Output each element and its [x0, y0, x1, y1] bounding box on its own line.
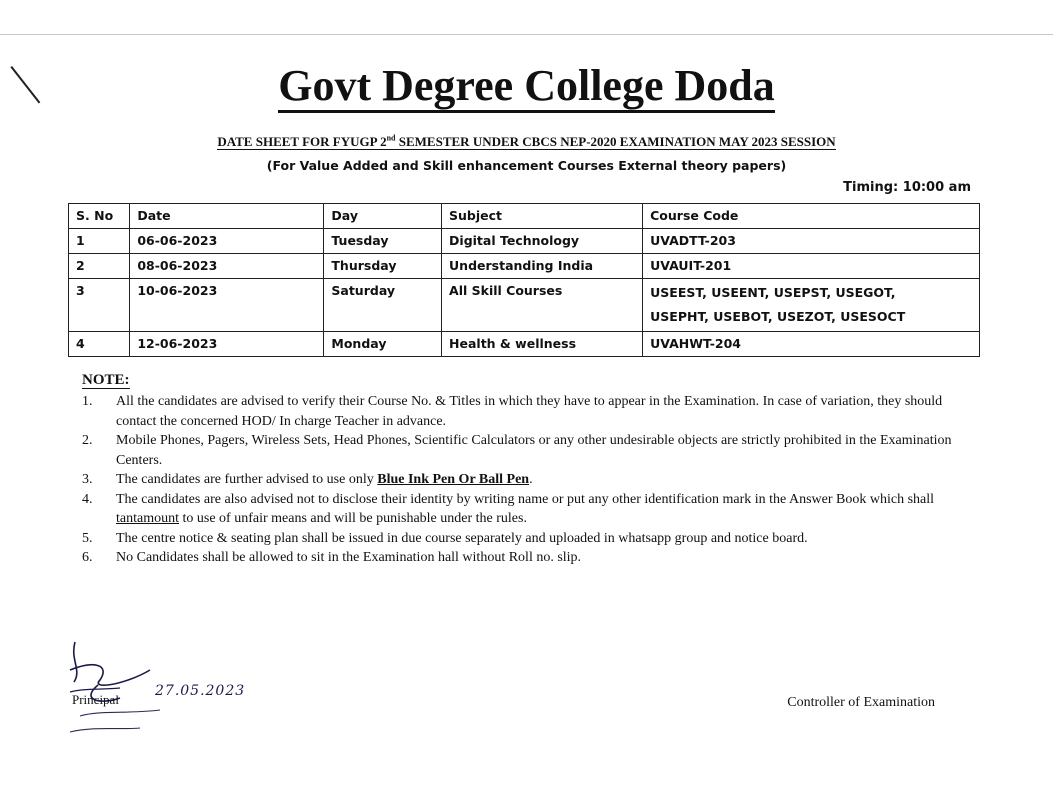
cell-course-code: UVADTT-203 — [643, 229, 980, 254]
principal-label: Principal — [72, 692, 119, 707]
note-number: 3. — [82, 472, 93, 487]
cell-course-code: UVAHWT-204 — [643, 332, 980, 357]
header-sno: S. No — [69, 204, 130, 229]
note-text: All the candidates are advised to verify their Course No. & Titles in which they have to appear in the Examination. In case of variation, they should contact the concerned HOD/ In charge Teacher in advance. — [116, 394, 943, 429]
exam-timing: Timing: 10:00 am — [843, 180, 971, 195]
college-title: Govt Degree College Doda — [0, 60, 1053, 111]
table-header-row — [69, 204, 980, 229]
note-text: Mobile Phones, Pagers, Wireless Sets, Head Phones, Scientific Calculators or any other undesirable objects are strictly prohibited in the Examination Centers. — [116, 433, 952, 468]
table-row — [69, 229, 980, 254]
datesheet-table — [68, 203, 980, 357]
note-number: 1. — [82, 394, 93, 409]
cell-subject: Digital Technology — [442, 229, 643, 254]
cell-date: 06-06-2023 — [130, 229, 324, 254]
note-item — [82, 431, 982, 470]
cell-sno: 3 — [69, 279, 130, 332]
note-text: The centre notice & seating plan shall be issued in due course separately and uploaded in whatsapp group and notice board. — [116, 530, 808, 546]
note-item — [82, 548, 982, 568]
handwritten-date: 27.05.2023 — [155, 683, 246, 699]
note-text: The candidates are also advised not to disclose their identity by writing name or put any other identification mark in the Answer Book which shall — [116, 491, 935, 507]
note-text: No Candidates shall be allowed to sit in the Examination hall without Roll no. slip. — [116, 550, 582, 565]
datesheet-prefix: DATE SHEET FOR FYUGP 2 — [217, 134, 387, 150]
note-item — [82, 392, 982, 431]
cell-subject: Understanding India — [442, 254, 643, 279]
course-code-line: USEPHT, USEBOT, USEZOT, USESOCT — [650, 309, 906, 324]
header-subject: Subject — [442, 204, 643, 229]
cell-day: Thursday — [324, 254, 442, 279]
cell-date: 12-06-2023 — [130, 332, 324, 357]
cell-subject: Health & wellness — [442, 332, 643, 357]
cell-date: 10-06-2023 — [130, 279, 324, 332]
notes-heading: NOTE: — [82, 372, 130, 388]
top-border-line — [0, 34, 1053, 35]
datesheet-suffix: SEMESTER UNDER CBCS NEP-2020 EXAMINATION MAY 2023 SESSION — [395, 134, 836, 150]
course-code-line: USEEST, USEENT, USEPST, USEGOT, — [650, 285, 896, 300]
datesheet-superscript: nd — [386, 134, 396, 143]
cell-sno: 4 — [69, 332, 130, 357]
cell-sno: 1 — [69, 229, 130, 254]
cell-course-code: UVAUIT-201 — [643, 254, 980, 279]
note-emphasis: Blue Ink Pen Or Ball Pen — [377, 472, 530, 487]
note-item — [82, 529, 982, 549]
note-number: 5. — [82, 530, 93, 546]
cell-sno: 2 — [69, 254, 130, 279]
note-item — [82, 470, 982, 490]
header-day: Day — [324, 204, 442, 229]
cell-day: Tuesday — [324, 229, 442, 254]
header-date: Date — [130, 204, 324, 229]
table-row — [69, 279, 980, 332]
cell-subject: All Skill Courses — [442, 279, 643, 332]
notes-list — [82, 392, 982, 568]
datesheet-heading — [0, 134, 1053, 150]
cell-course-code — [643, 279, 980, 332]
note-number: 6. — [82, 550, 93, 565]
cell-day: Saturday — [324, 279, 442, 332]
table-row — [69, 332, 980, 357]
cell-date: 08-06-2023 — [130, 254, 324, 279]
note-item — [82, 490, 982, 529]
note-text: The candidates are further advised to use only — [116, 472, 378, 487]
datesheet-subtitle: (For Value Added and Skill enhancement Courses External theory papers) — [266, 158, 787, 173]
table-row — [69, 254, 980, 279]
header-course-code: Course Code — [643, 204, 980, 229]
note-text: to use of unfair means and will be punishable under the rules. — [179, 511, 527, 526]
note-number: 2. — [82, 433, 93, 448]
note-underlined: tantamount — [116, 511, 179, 526]
note-number: 4. — [82, 491, 93, 507]
cell-day: Monday — [324, 332, 442, 357]
controller-of-examination: Controller of Examination — [787, 695, 935, 710]
note-text: . — [529, 472, 533, 487]
